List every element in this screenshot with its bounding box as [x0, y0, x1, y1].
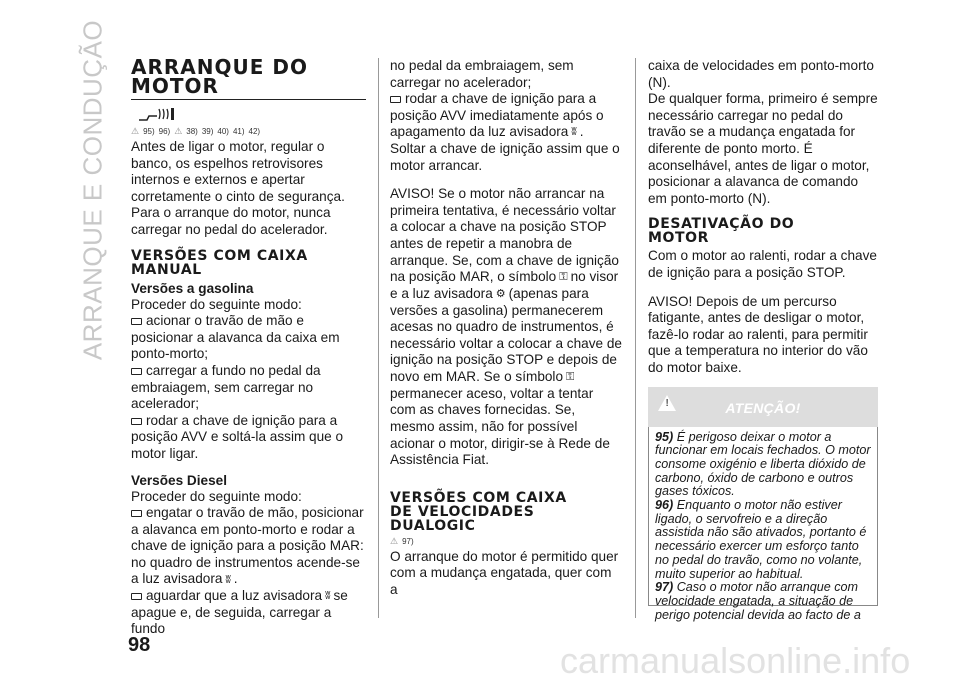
column-divider [635, 58, 636, 618]
list-item: engatar o travão de mão, posicionar a alavanca em ponto-morto e rodar a chave de ignição para a posição MAR: no quadro de instrumentos acende-se a luz avisadora ʬ . [131, 505, 364, 587]
warning-item: 97) Caso o motor não arranque com velocidade engatada, a situação de perigo potencial devida ao facto de a [655, 580, 861, 622]
section-heading: DESATIVAÇÃO DO MOTOR [648, 216, 795, 247]
page-number: 98 [128, 634, 151, 656]
warning-body [648, 427, 878, 622]
list-item: rodar a chave de ignição para a posição AVV e soltá-la assim que o motor ligar. [131, 412, 344, 461]
check-square-bullet-icon [131, 510, 142, 517]
watermark: carmanualsonline.info [560, 640, 911, 681]
intro-paragraph: Antes de ligar o motor, regular o banco, os espelhos retrovisores internos e externos e apertar corretamente o cinto de segurança. Para o arranque do motor, nunca carregar no pedal do acelerador. [131, 139, 345, 237]
glow-plug-icon: ʬ [325, 590, 331, 603]
notice-paragraph: AVISO! Depois de um percurso fatigante, antes de desligar o motor, fazê-lo rodar ao ralenti, para permitir que a temperatura no interior do vão do motor baixe. [648, 293, 868, 375]
warning-banner [648, 387, 878, 427]
warning-triangle-icon: ⚠ [131, 126, 140, 136]
paragraph: O arranque do motor é permitido quer com a mudança engatada, quer com a [390, 548, 619, 597]
warning-title: ATENÇÃO! [725, 399, 801, 416]
list-item: carregar a fundo no pedal da embraiagem, sem carregar no acelerador; [131, 362, 321, 412]
warning-item: 95) É perigoso deixar o motor a funcionar em locais fechados. O motor consome oxigénio e liberta dióxido de carbono, óxido de carbono e outros gases tóxicos. [655, 429, 871, 499]
page-title-line1: ARRANQUE DO [131, 55, 308, 79]
paragraph: no pedal da embraiagem, sem carregar no acelerador; [390, 58, 574, 90]
key-symbol-icon: ⚿ [566, 371, 575, 384]
section-heading: VERSÕES COM CAIXA DE VELOCIDADES DUALOGIC [390, 489, 567, 534]
chapter-side-title: ARRANQUE E CONDUÇÃO [77, 19, 108, 361]
paragraph: caixa de velocidades em ponto-morto (N). [648, 58, 874, 90]
paragraph: Soltar a chave de ignição assim que o motor arrancar. [390, 141, 620, 173]
instruction-lead: Proceder do seguinte modo: [131, 488, 302, 504]
warning-refs: ⚠ 97) [390, 535, 414, 546]
paragraph: De qualquer forma, primeiro é sempre necessário carregar no pedal do travão se a mudança engatada for diferente de ponto morto. É aconselhável, antes de ligar o motor, posicionar a alavanca de comando em ponto-morto (N). [648, 91, 878, 206]
title-rule [131, 99, 366, 100]
column-2 [390, 58, 622, 598]
section-heading: VERSÕES COM CAIXA MANUAL [131, 247, 308, 278]
check-square-bullet-icon [131, 418, 142, 425]
warning-triangle-icon: ! [658, 395, 676, 411]
warning-triangle-icon: ⚠ [390, 535, 399, 546]
column-1 [131, 55, 366, 638]
warning-item: 96) Enquanto o motor não estiver ligado, o servofreio e a direção assistida não são ativados, portanto é necessário exercer um esforço tanto no pedal do travão, como no volante, muito superior ao habitual. [655, 498, 867, 581]
paragraph: Com o motor ao ralenti, rodar a chave de ignição para a posição STOP. [648, 248, 877, 280]
subheading-gasolina: Versões a gasolina [131, 280, 254, 296]
notice-paragraph: AVISO! Se o motor não arrancar na primeira tentativa, é necessário voltar a colocar a chave na posição STOP antes de repetir a manobra de arranque. Se, com a chave de ignição na posição MAR, o símbolo ⚿ no visor e a luz avisadora ⚙ (apenas para versões a gasolina) permanecerem acesas no quadro de instrumentos, é necessário voltar a colocar a chave de ignição na posição STOP e depois de novo em MAR. Se o símbolo ⚿permanecer aceso, voltar a tentar com as chaves fornecidas. Se, mesmo assim, não for possível acionar o motor, dirigir-se à Rede de Assistência Fiat. [390, 186, 622, 468]
warning-triangle-icon: ⚠ [174, 126, 183, 136]
list-item: acionar o travão de mão e posicionar a alavanca da caixa em ponto-morto; [131, 313, 340, 362]
column-3 [648, 58, 878, 622]
column-divider [378, 58, 379, 618]
glow-plug-icon: ʬ [225, 573, 231, 586]
glow-plug-icon: ʬ [571, 126, 577, 139]
key-symbol-icon: ⚿ [559, 271, 568, 284]
warning-refs: ⚠ 95) 96) ⚠ 38) 39) 40) 41) 42) [131, 126, 261, 136]
subheading-diesel: Versões Diesel [131, 472, 227, 488]
list-item: rodar a chave de ignição para a posição AVV imediatamente após o apagamento da luz avisadora ʬ . [390, 91, 604, 140]
engine-warning-icon: ⚙ [495, 288, 506, 301]
check-square-bullet-icon [131, 318, 142, 325]
instruction-lead: Proceder do seguinte modo: [131, 296, 302, 312]
check-square-bullet-icon [390, 96, 401, 103]
check-square-bullet-icon [131, 368, 142, 375]
page-title-line2: MOTOR [131, 74, 219, 98]
check-square-bullet-icon [131, 593, 142, 600]
glow-plug-icon [137, 106, 366, 124]
list-item: aguardar que a luz avisadora ʬ se apague e, de seguida, carregar a fundo [131, 588, 348, 637]
